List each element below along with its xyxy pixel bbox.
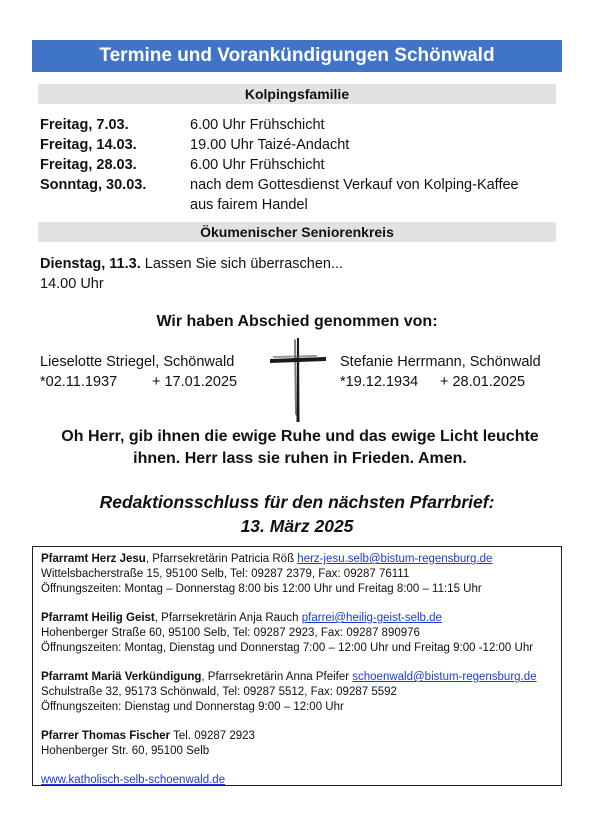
office-name: Pfarramt Mariä Verkündigung (41, 671, 202, 683)
event-date: Freitag, 7.03. (40, 117, 129, 133)
website-link[interactable]: www.katholisch-selb-schoenwald.de (41, 774, 226, 786)
event-description: 6.00 Uhr Frühschicht (190, 157, 325, 173)
birth-date: *02.11.1937 (40, 374, 118, 390)
deceased-person-left (40, 352, 237, 392)
birth-date: *19.12.1934 (340, 374, 419, 390)
prayer-line: Oh Herr, gib ihnen die ewige Ruhe und das ewige Licht leuchte (61, 428, 539, 445)
page-header-banner (32, 40, 562, 72)
email-link[interactable]: schoenwald@bistum-regensburg.de (352, 671, 537, 683)
office-address: Wittelsbacherstraße 15, 95100 Selb, Tel: 09287 2379, Fax: 09287 76111 (41, 568, 410, 580)
office-address: Hohenberger Straße 60, 95100 Selb, Tel: 09287 2923, Fax: 09287 890976 (41, 627, 420, 639)
prayer-text (60, 426, 540, 470)
office-maria-verkuendigung (41, 670, 553, 715)
event-description: Lassen Sie sich überraschen... (144, 256, 344, 272)
death-date: + 17.01.2025 (152, 374, 238, 390)
event-description: 6.00 Uhr Frühschicht (190, 117, 325, 133)
list-item (40, 175, 560, 215)
kolping-event-list (40, 115, 560, 215)
event-description: nach dem Gottesdienst Verkauf von Kolping-Kaffee aus fairem Handel (190, 177, 519, 213)
deceased-name: Stefanie Herrmann, Schönwald (340, 354, 541, 370)
list-item (40, 115, 560, 135)
event-date: Freitag, 28.03. (40, 157, 137, 173)
office-herz-jesu (41, 552, 553, 597)
pastor-name: Pfarrer Thomas Fischer (41, 730, 171, 742)
office-heilig-geist (41, 611, 553, 656)
section-title-senioren: Ökumenischer Seniorenkreis (200, 224, 394, 240)
office-hours: Öffnungszeiten: Dienstag und Donnerstag 9:00 – 12:00 Uhr (41, 701, 344, 713)
office-name: Pfarramt Herz Jesu (41, 553, 146, 565)
page-title: Termine und Vorankündigungen Schönwald (99, 45, 495, 66)
section-header-kolping (38, 84, 556, 104)
prayer-line: ihnen. Herr lass sie ruhen in Frieden. Amen. (133, 450, 467, 467)
cross-icon (268, 336, 328, 424)
section-title-kolping: Kolpingsfamilie (244, 86, 350, 102)
office-secretary: , Pfarrsekretärin Anja Rauch (154, 612, 302, 624)
editorial-deadline (0, 490, 594, 538)
deceased-person-right (340, 352, 541, 392)
list-item (40, 155, 560, 175)
office-address: Schulstraße 32, 95173 Schönwald, Tel: 09287 5512, Fax: 09287 5592 (41, 686, 397, 698)
pastor-phone: Tel. 09287 2923 (170, 730, 255, 742)
contact-box (32, 546, 562, 786)
senioren-event (40, 254, 343, 294)
office-secretary: , Pfarrsekretärin Anna Pfeifer (201, 671, 353, 683)
event-date: Sonntag, 30.03. (40, 177, 147, 193)
event-date: Freitag, 14.03. (40, 137, 137, 153)
pastor-address: Hohenberger Str. 60, 95100 Selb (41, 745, 210, 757)
email-link[interactable]: pfarrei@heilig-geist-selb.de (301, 612, 442, 624)
list-item (40, 135, 560, 155)
event-time: 14.00 Uhr (40, 276, 104, 292)
email-link[interactable]: herz-jesu.selb@bistum-regensburg.de (297, 553, 493, 565)
deadline-label: Redaktionsschluss für den nächsten Pfarrbrief: (99, 492, 495, 512)
event-date: Dienstag, 11.3. (40, 256, 141, 272)
office-hours: Öffnungszeiten: Montag, Dienstag und Donnerstag 7:00 – 12:00 Uhr und Freitag 9:00 -12:00 Uhr (41, 642, 534, 654)
office-name: Pfarramt Heilig Geist (41, 612, 155, 624)
farewell-title: Wir haben Abschied genommen von: (156, 313, 438, 330)
office-hours: Öffnungszeiten: Montag – Donnerstag 8:00 bis 12:00 Uhr und Freitag 8:00 – 11:15 Uhr (41, 583, 482, 595)
section-header-senioren (38, 222, 556, 242)
deadline-date: 13. März 2025 (240, 516, 354, 536)
office-secretary: , Pfarrsekretärin Patricia Röß (145, 553, 298, 565)
deceased-name: Lieselotte Striegel, Schönwald (40, 354, 235, 370)
death-date: + 28.01.2025 (440, 374, 526, 390)
event-description: 19.00 Uhr Taizé-Andacht (190, 137, 350, 153)
pastor-contact (41, 729, 553, 759)
